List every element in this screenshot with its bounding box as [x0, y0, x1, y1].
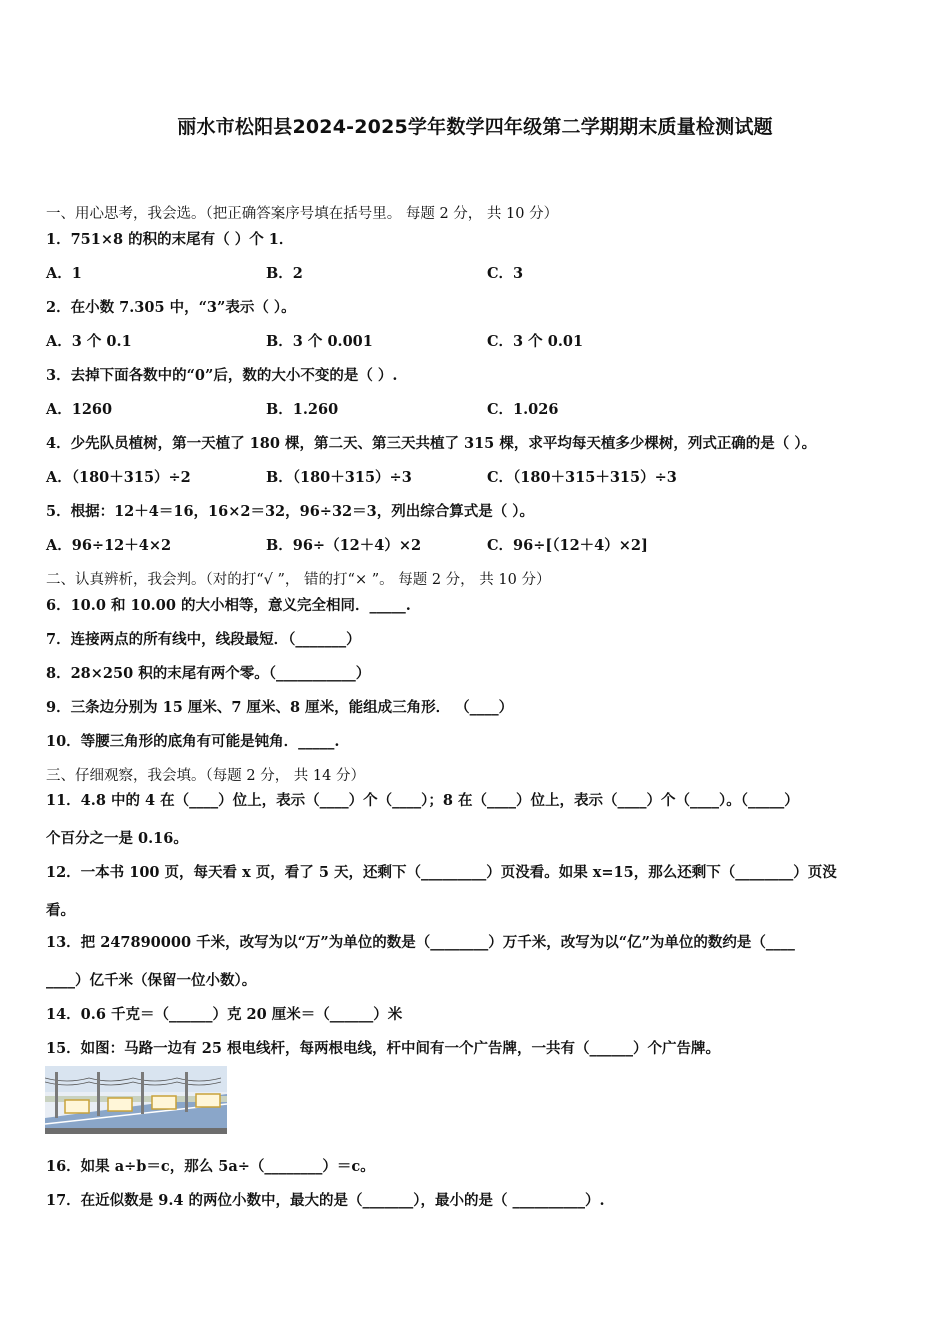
question-8: 8．28×250 积的末尾有两个零。（___________）	[46, 665, 371, 682]
section-3-heading: 三、仔细观察，我会填。（每题 2 分， 共 14 分）	[46, 768, 365, 784]
option-a: A．1	[46, 265, 82, 282]
question-9: 9．三条边分别为 15 厘米、7 厘米、8 厘米，能组成三角形． （____）	[46, 699, 514, 716]
question-11-continued: 个百分之一是 0.16。	[46, 830, 188, 847]
question-11: 11．4.8 中的 4 在（____）位上，表示（____）个（____）；8 在（____）位上，表示（____）个（____）。（_____）	[46, 792, 799, 809]
question-10: 10．等腰三角形的底角有可能是钝角．_____.	[46, 733, 340, 750]
option-b: B．（180＋315）÷3	[266, 469, 412, 486]
option-b: B．3 个 0.001	[266, 333, 373, 350]
question-1: 1．751×8 的积的末尾有（ ）个 1．	[46, 231, 294, 248]
option-c: C．96÷[（12＋4）×2]	[487, 537, 648, 554]
option-b: B．96÷（12＋4）×2	[266, 537, 422, 554]
question-12-continued: 看。	[46, 902, 75, 919]
question-13: 13．把 247890000 千米，改写为以“万”为单位的数是（________）万千米，改写为以“亿”为单位的数约是（____	[46, 934, 795, 951]
question-15: 15．如图：马路一边有 25 根电线杆，每两根电线，杆中间有一个广告牌，一共有（______）个广告牌。	[46, 1040, 720, 1057]
question-13-continued: ____）亿千米（保留一位小数）。	[46, 972, 257, 989]
option-c: C．3 个 0.01	[487, 333, 584, 350]
option-c: C．（180＋315＋315）÷3	[487, 469, 677, 486]
option-c: C．3	[487, 265, 524, 282]
option-a: A．96÷12＋4×2	[46, 537, 172, 554]
option-b: B．1.260	[266, 401, 339, 418]
road-poles-illustration	[45, 1066, 227, 1134]
question-5: 5．根据：12＋4＝16，16×2＝32，96÷32＝3，列出综合算式是（ ）。	[46, 503, 535, 520]
question-7: 7．连接两点的所有线中，线段最短．（_______）	[46, 631, 361, 648]
question-4: 4．少先队员植树，第一天植了 180 棵，第二天、第三天共植了 315 棵，求平均每天植多少棵树，列式正确的是（ ）。	[46, 435, 817, 452]
option-a: A．1260	[46, 401, 113, 418]
question-6: 6．10.0 和 10.00 的大小相等，意义完全相同．_____.	[46, 597, 411, 614]
question-12: 12．一本书 100 页，每天看 x 页，看了 5 天，还剩下（_________）页没看。如果 x=15，那么还剩下（________）页没	[46, 864, 837, 881]
question-14: 14．0.6 千克＝（______）克 20 厘米＝（______）米	[46, 1006, 403, 1023]
question-17: 17．在近似数是 9.4 的两位小数中，最大的是（_______），最小的是（ __________）.	[46, 1192, 605, 1209]
option-c: C．1.026	[487, 401, 559, 418]
question-2: 2．在小数 7.305 中，“3”表示（ ）。	[46, 299, 296, 316]
section-2-heading: 二、认真辨析，我会判。（对的打“√ ”， 错的打“× ”。 每题 2 分， 共 10 分）	[46, 572, 551, 588]
question-16: 16．如果 a÷b＝c，那么 5a÷（________）＝c。	[46, 1158, 375, 1175]
option-a: A．（180＋315）÷2	[46, 469, 191, 486]
option-a: A．3 个 0.1	[46, 333, 132, 350]
page-title: 丽水市松阳县2024-2025学年数学四年级第二学期期末质量检测试题	[177, 116, 773, 138]
question-3: 3．去掉下面各数中的“0”后，数的大小不变的是（ ）.	[46, 367, 398, 384]
option-b: B．2	[266, 265, 303, 282]
section-1-heading: 一、用心思考，我会选。（把正确答案序号填在括号里。 每题 2 分， 共 10 分）	[46, 206, 559, 222]
